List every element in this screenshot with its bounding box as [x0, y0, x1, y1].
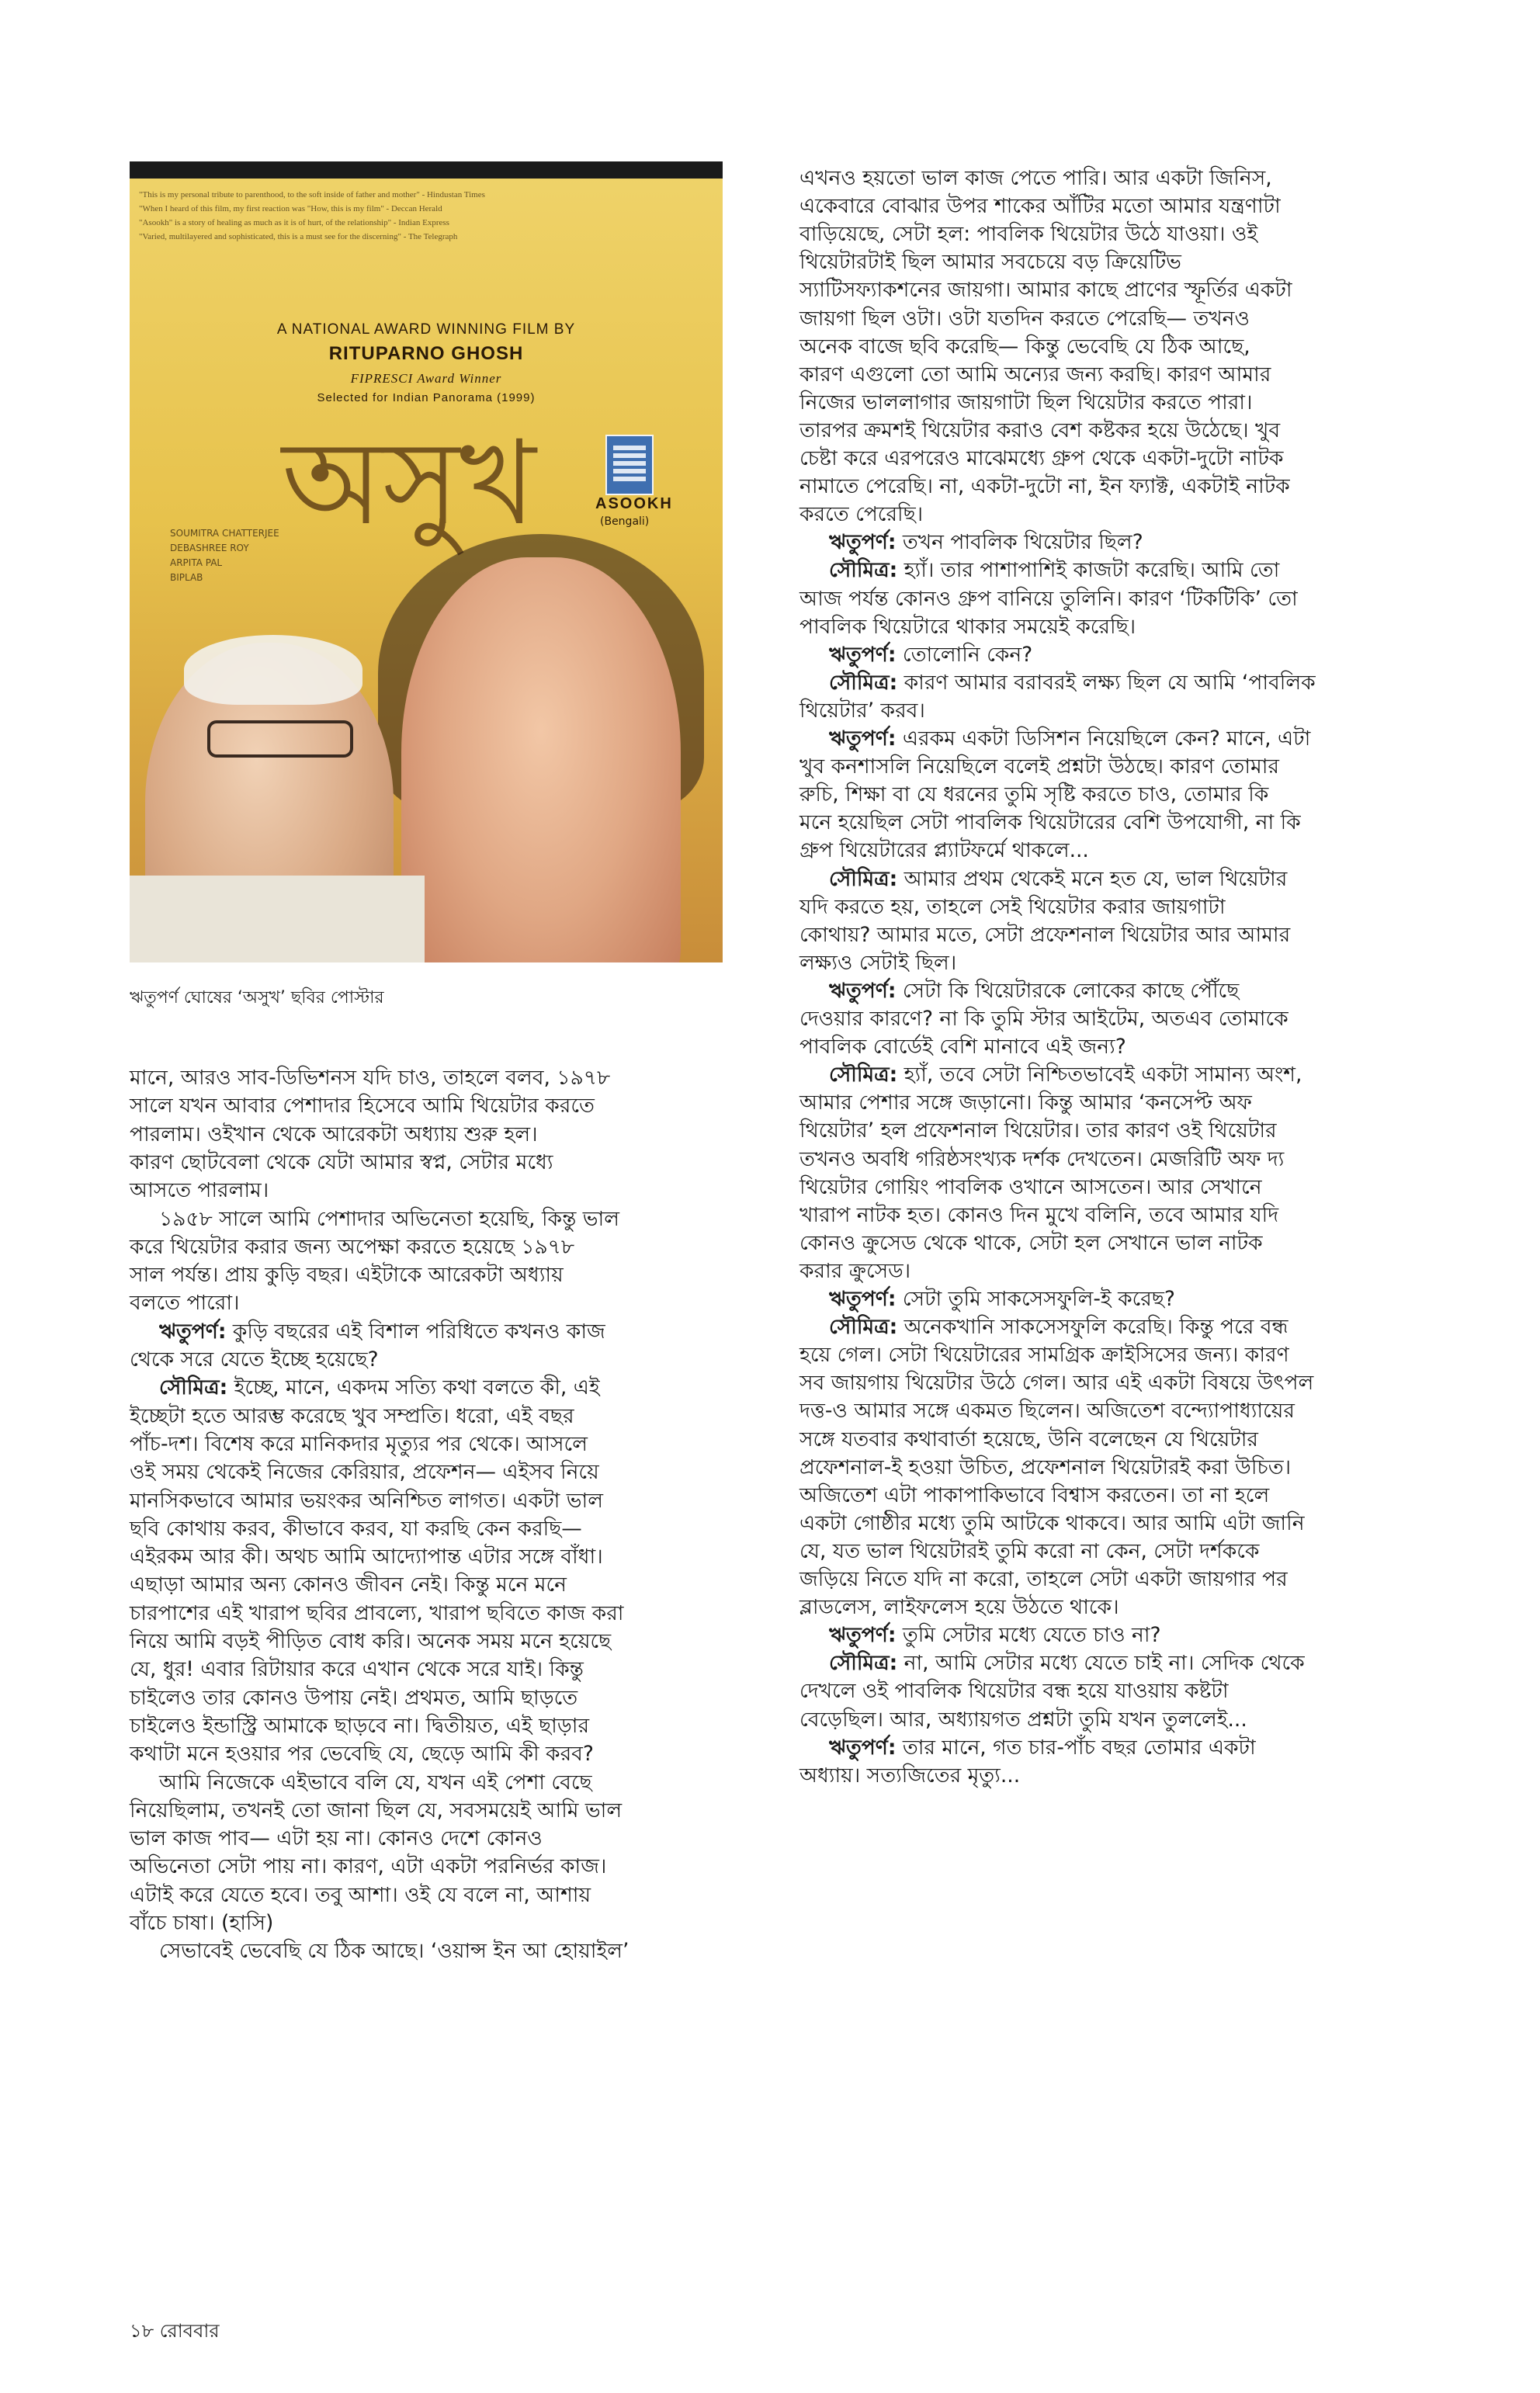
speaker-label: ঋতুপর্ণ:	[829, 642, 897, 667]
text-line	[799, 1061, 1302, 1089]
text-line	[799, 1510, 1305, 1538]
line-text: খুব কনশাসলি নিয়েছিলে বলেই প্রশ্নটা উঠছে। কারণ তোমার	[799, 754, 1279, 779]
text-line	[130, 1909, 273, 1937]
speaker-label: ঋতুপর্ণ:	[829, 1287, 897, 1311]
line-text: কারণ এগুলো তো আমি অন্যের জন্য করছি। কারণ আমার	[799, 362, 1271, 387]
line-text: এছাড়া আমার অন্য কোনও জীবন নেই। কিন্তু মনে মনে	[130, 1573, 567, 1597]
line-text: রুচি, শিক্ষা বা যে ধরনের তুমি সৃষ্টি করতে চাও, তোমার কি	[799, 782, 1269, 807]
text-line	[799, 1538, 1259, 1566]
text-line	[799, 1621, 1161, 1649]
text-line	[130, 1825, 543, 1853]
poster-title-english: ASOOKH	[595, 495, 673, 512]
line-text: অজিতেশ এটা পাকাপাকিভাবে বিশ্বাস করতেন। তা না হলে	[799, 1483, 1270, 1507]
poster-award-line: A NATIONAL AWARD WINNING FILM BY	[276, 321, 576, 338]
text-line	[799, 1594, 1119, 1621]
text-line	[130, 1092, 595, 1120]
text-line	[799, 248, 1181, 276]
text-line	[130, 1684, 578, 1712]
text-line	[130, 1431, 588, 1458]
line-text: আজ পর্যন্ত কোনও গ্রুপ বানিয়ে তুলিনি। কারণ ‘টিকটিকি’ তো	[799, 586, 1298, 611]
text-line	[130, 1628, 611, 1656]
poster-quote: "Varied, multilayered and sophisticated, this is a must see for the discerning" - The Telegraph	[139, 232, 458, 241]
text-line	[130, 1346, 379, 1374]
text-line	[799, 1397, 1295, 1425]
line-text: আমি নিজেকে এইভাবে বলি যে, যখন এই পেশা বেছে	[159, 1770, 592, 1795]
text-line	[130, 1543, 603, 1571]
text-line	[130, 1289, 240, 1317]
poster-quote: "Asookh" is a story of healing as much as it is of hurt, of the relationship" - Indian Express	[139, 218, 449, 227]
line-text: ভাল কাজ পাব— এটা হয় না। কোনও দেশে কোনও	[130, 1826, 543, 1851]
speaker-label: সৌমিত্র:	[829, 1063, 898, 1087]
poster-logo-icon	[605, 435, 654, 495]
line-text: ছবি কোথায় করব, কীভাবে করব, যা করছি কেন করছি—	[130, 1516, 582, 1541]
line-text: সেভাবেই ভেবেছি যে ঠিক আছে। ‘ওয়ান্স ইন আ হোয়াইল’	[159, 1939, 630, 1964]
line-text: নামাতে পেরেছি। না, একটা-দুটো না, ইন ফ্যাক্ট, একটাই নাটক	[799, 474, 1290, 499]
line-text: পারলাম। ওইখান থেকে আরেকটা অধ্যায় শুরু হল।	[130, 1122, 538, 1146]
text-line	[130, 1487, 603, 1515]
line-text: যে, ধুর! এবার রিটায়ার করে এখান থেকে সরে যাই। কিন্তু	[130, 1657, 584, 1682]
line-text: চাইলেও ইন্ডাস্ট্রি আমাকে ছাড়বে না। দ্বিতীয়ত, এই ছাড়ার	[130, 1713, 590, 1738]
speaker-label: ঋতুপর্ণ:	[829, 1623, 897, 1648]
line-text: বাড়িয়েছে, সেটা হল: পাবলিক থিয়েটার উঠে যাওয়া। ওই	[799, 222, 1258, 247]
line-text: করার ক্রুসেড।	[799, 1258, 911, 1283]
text-line	[799, 781, 1268, 809]
line-text: একটা গোষ্ঠীর মধ্যে তুমি আটকে থাকবে। আর আমি এটা জানি	[799, 1510, 1305, 1535]
text-line	[799, 333, 1250, 361]
line-text: সঙ্গে যতবার কথাবার্তা হয়েছে, উনি বলেছেন যে থিয়েটার	[799, 1427, 1258, 1451]
line-text: এরকম একটা ডিসিশন নিয়েছিলে কেন? মানে, এটা	[896, 727, 1311, 751]
text-line	[799, 1033, 1126, 1061]
line-text: নিয়েছিলাম, তখনই তো জানা ছিল যে, সবসময়েই আমি ভাল	[130, 1798, 623, 1822]
line-text: যে, যত ভাল থিয়েটারই তুমি করো না কেন, সেটা দর্শককে	[799, 1538, 1260, 1563]
line-text: পাবলিক বোর্ডেই বেশি মানাবে এই জন্য?	[799, 1035, 1126, 1060]
poster-credit: DEBASHREE ROY	[170, 543, 249, 553]
line-text: ইচ্ছেটা হতে আরম্ভ করেছে খুব সম্প্রতি। ধরো, এই বছর	[130, 1403, 574, 1428]
speaker-label: ঋতুপর্ণ:	[829, 727, 897, 751]
line-text: তখন পাবলিক থিয়েটার ছিল?	[896, 530, 1143, 555]
poster-caption: ঋতুপর্ণ ঘোষের ‘অসুখ’ ছবির পোস্টার	[130, 988, 384, 1007]
text-line	[799, 1677, 1229, 1705]
line-text: সেটা তুমি সাকসেসফুলি-ই করেছ?	[896, 1287, 1175, 1311]
line-text: একেবারে বোঝার উপর শাকের আঁটির মতো আমার যন্ত্রণাটা	[799, 194, 1281, 219]
line-text: থিয়েটার গোয়িং পাবলিক ওখানে আসতেন। আর সেখানে	[799, 1174, 1262, 1199]
speaker-label: ঋতুপর্ণ:	[829, 978, 897, 1003]
text-line	[799, 865, 1287, 893]
line-text: চারপাশের এই খারাপ ছবির প্রাবল্যে, খারাপ ছবিতে কাজ করা	[130, 1601, 624, 1625]
text-line	[799, 1313, 1288, 1341]
line-text: এখনও হয়তো ভাল কাজ পেতে পারি। আর একটা জিনিস,	[799, 166, 1272, 190]
poster-man-glasses	[207, 720, 353, 758]
text-line	[799, 165, 1272, 192]
line-text: পাবলিক থিয়েটারে থাকার সময়েই করেছি।	[799, 614, 1136, 639]
text-line	[130, 1600, 623, 1628]
text-line	[799, 361, 1271, 389]
text-line	[799, 1202, 1278, 1229]
line-text: অনেকখানি সাকসেসফুলি করেছি। কিন্তু পরে বন্ধ	[897, 1315, 1289, 1340]
poster-woman-figure	[401, 557, 681, 962]
text-line	[799, 276, 1292, 304]
line-text: কুড়ি বছরের এই বিশাল পরিধিতে কখনও কাজ	[226, 1319, 605, 1344]
text-line	[130, 1656, 584, 1684]
line-text: স্যাটিসফ্যাকশনের জায়গা। আমার কাছে প্রাণের স্ফূর্তির একটা	[799, 278, 1292, 303]
text-line	[130, 1374, 600, 1402]
line-text: থেকে সরে যেতে ইচ্ছে হয়েছে?	[130, 1347, 379, 1372]
film-poster	[130, 161, 723, 962]
text-line	[130, 1853, 606, 1881]
line-text: জায়গা ছিল ওটা। ওটা যতদিন করতে পেরেছি— তখনও	[799, 306, 1250, 331]
line-text: বলতে পারো।	[130, 1291, 240, 1316]
text-line	[799, 1285, 1175, 1313]
poster-title-bengali: অসুখ	[282, 416, 536, 551]
line-text: তখনও অবধি গরিষ্ঠসংখ্যক দর্শক দেখতেন। মেজরিটি অফ দ্য	[799, 1146, 1285, 1171]
text-line	[799, 1426, 1258, 1454]
line-text: আমার পেশার সঙ্গে জড়ানো। কিন্তু আমার ‘কনসেপ্ট অফ	[799, 1091, 1252, 1115]
line-text: এইরকম আর কী। অথচ আমি আদ্যোপান্ত এটার সঙ্গে বাঁধা।	[130, 1545, 603, 1569]
text-line	[799, 1229, 1263, 1257]
line-text: কোথায়? আমার মতে, সেটা প্রফেশনাল থিয়েটার আর আমার	[799, 922, 1291, 947]
poster-credits	[170, 526, 279, 585]
line-text: সেটা কি থিয়েটারকে লোকের কাছে পৌঁছে	[896, 978, 1240, 1003]
text-line	[799, 305, 1250, 333]
line-text: হ্যাঁ, তবে সেটা নিশ্চিতভাবেই একটা সামান্য অংশ,	[897, 1063, 1302, 1087]
text-line	[130, 1458, 599, 1486]
line-text: তোলোনি কেন?	[896, 642, 1033, 667]
speaker-label: ঋতুপর্ণ:	[159, 1319, 227, 1344]
line-text: কারণ আমার বরাবরই লক্ষ্য ছিল যে আমি ‘পাবলিক	[897, 670, 1316, 695]
line-text: কোনও ক্রুসেড থেকে থাকে, সেটা হল সেখানে ভাল নাটক	[799, 1230, 1263, 1255]
text-line	[130, 1318, 605, 1346]
text-line	[799, 473, 1290, 501]
text-line	[130, 1177, 269, 1205]
line-text: দেওয়ার কারণে? না কি তুমি স্টার আইটেম, অতএব তোমাকে	[799, 1007, 1289, 1031]
line-text: আসতে পারলাম।	[130, 1178, 269, 1203]
speaker-label: সৌমিত্র:	[829, 558, 898, 583]
line-text: থিয়েটার’ করব।	[799, 698, 925, 723]
text-line	[130, 1571, 567, 1599]
poster-credit: SOUMITRA CHATTERJEE	[170, 528, 279, 539]
text-line	[130, 1515, 582, 1543]
text-line	[799, 1174, 1262, 1202]
poster-credit: ARPITA PAL	[170, 557, 223, 568]
text-line	[799, 1089, 1252, 1117]
text-line	[799, 557, 1279, 584]
line-text: সব জায়গায় থিয়েটার উঠে গেল। আর এই একটা বিষয়ে উৎপল	[799, 1371, 1314, 1396]
line-text: মানসিকভাবে আমার ভয়ংকর অনিশ্চিত লাগত। একটা ভাল	[130, 1488, 603, 1513]
text-line	[799, 1341, 1289, 1369]
text-line	[799, 1257, 910, 1285]
text-line	[799, 1146, 1284, 1174]
line-text: পাঁচ-দশ। বিশেষ করে মানিকদার মৃত্যুর পর থেকে। আসলে	[130, 1431, 588, 1456]
line-text: অভিনেতা সেটা পায় না। কারণ, এটা একটা পরনির্ভর কাজ।	[130, 1854, 607, 1879]
text-line	[799, 1369, 1313, 1397]
poster-credit: BIPLAB	[170, 572, 203, 583]
text-line	[130, 1233, 574, 1261]
line-text: অনেক বাজে ছবি করেছি— কিন্তু ভেবেছি যে ঠিক আছে,	[799, 334, 1250, 359]
text-line	[799, 389, 1252, 417]
page-footer: ১৮ রোববার	[130, 2320, 220, 2342]
line-text: হয়ে গেল। সেটা থিয়েটারের সামগ্রিক ক্রাইসিসের জন্য। কারণ	[799, 1343, 1289, 1368]
poster-director: RITUPARNO GHOSH	[328, 343, 524, 364]
text-line	[130, 1797, 622, 1825]
text-line	[130, 1261, 564, 1289]
line-text: সালে যখন আবার পেশাদার হিসেবে আমি থিয়েটার করতে	[130, 1094, 595, 1118]
text-line	[799, 1005, 1289, 1033]
speaker-label: সৌমিত্র:	[829, 866, 898, 891]
text-line	[799, 753, 1279, 781]
text-line	[799, 1649, 1305, 1677]
line-text: তারপর ক্রমশই থিয়েটার করাও বেশ কষ্টকর হয়ে উঠেছে। খুব	[799, 418, 1281, 442]
poster-award-fipresci: FIPRESCI Award Winner	[350, 371, 502, 386]
line-text: বেড়েছিল। আর, অধ্যায়গত প্রশ্নটা তুমি যখন তুললেই...	[799, 1707, 1247, 1732]
text-line	[799, 529, 1143, 557]
poster-quotes	[139, 188, 713, 244]
text-line	[799, 585, 1298, 613]
line-text: ব্লাডলেস, লাইফলেস হয়ে উঠতে থাকে।	[799, 1595, 1119, 1620]
speaker-label: সৌমিত্র:	[829, 1315, 898, 1340]
line-text: জড়িয়ে নিতে যদি না করো, তাহলে সেটা একটা জায়গার পর	[799, 1567, 1288, 1591]
text-line	[799, 1734, 1256, 1762]
text-line	[130, 1712, 589, 1740]
line-text: তুমি সেটার মধ্যে যেতে চাও না?	[896, 1623, 1161, 1648]
text-line	[130, 1937, 629, 1965]
line-text: দত্ত-ও আমার সঙ্গে একমত ছিলেন। অজিতেশ বন্দ্যোপাধ্যায়ের	[799, 1399, 1295, 1424]
poster-quote: "This is my personal tribute to parenthood, to the soft inside of father and mother" - Hindustan Times	[139, 190, 485, 199]
line-text: প্রফেশনাল-ই হওয়া উচিত, প্রফেশনাল থিয়েটারই করা উচিত।	[799, 1455, 1292, 1479]
line-text: চেষ্টা করে এরপরেও মাঝেমধ্যে গ্রুপ থেকে একটা-দুটো নাটক	[799, 446, 1284, 470]
line-text: বাঁচে চাষা। (হাসি)	[130, 1911, 274, 1935]
line-text: ১৯৫৮ সালে আমি পেশাদার অভিনেতা হয়েছি, কিন্তু ভাল	[159, 1206, 619, 1231]
text-line	[799, 1117, 1277, 1145]
text-line	[130, 1403, 574, 1431]
line-text: করতে পেরেছি।	[799, 502, 924, 527]
line-text: কথাটা মনে হওয়ার পর ভেবেছি যে, ছেড়ে আমি কী করব?	[130, 1742, 594, 1767]
text-line	[799, 1482, 1269, 1510]
line-text: কারণ ছোটবেলা থেকে যেটা আমার স্বপ্ন, সেটার মধ্যে	[130, 1150, 553, 1174]
text-line	[130, 1881, 591, 1909]
line-text: মানে, আরও সাব-ডিভিশনস যদি চাও, তাহলে বলব, ১৯৭৮	[130, 1066, 611, 1090]
line-text: লক্ষ্যও সেটাই ছিল।	[799, 950, 957, 975]
line-text: করে থিয়েটার করার জন্য অপেক্ষা করতে হয়েছে ১৯৭৮	[130, 1234, 575, 1259]
text-line	[799, 893, 1226, 921]
text-line	[130, 1121, 538, 1149]
text-line	[799, 445, 1283, 473]
text-line	[799, 669, 1316, 697]
text-line	[799, 725, 1310, 753]
line-text: তার মানে, গত চার-পাঁচ বছর তোমার একটা	[896, 1735, 1256, 1760]
poster-panorama: Selected for Indian Panorama (1999)	[317, 391, 536, 404]
text-line	[799, 417, 1280, 445]
text-line	[799, 809, 1301, 837]
line-text: থিয়েটারটাই ছিল আমার সবচেয়ে বড় ক্রিয়েটিভ	[799, 250, 1181, 275]
line-text: আমার প্রথম থেকেই মনে হত যে, ভাল থিয়েটার	[897, 866, 1288, 891]
line-text: এটাই করে যেতে হবে। তবু আশা। ওই যে বলে না, আশায়	[130, 1882, 591, 1907]
poster-top-band	[130, 161, 723, 179]
poster-man-hair	[184, 635, 362, 705]
line-text: সাল পর্যন্ত। প্রায় কুড়ি বছর। এইটাকে আরেকটা অধ্যায়	[130, 1263, 564, 1288]
speaker-label: ঋতুপর্ণ:	[829, 530, 897, 555]
line-text: যদি করতে হয়, তাহলে সেই থিয়েটার করার জায়গাটা	[799, 894, 1226, 919]
text-line	[799, 192, 1281, 220]
poster-quote: "When I heard of this film, my first reaction was "How, this is my film" - Deccan Herald	[139, 204, 442, 213]
poster-man-shirt	[130, 876, 425, 962]
text-line	[799, 220, 1257, 248]
line-text: ওই সময় থেকেই নিজের কেরিয়ার, প্রফেশন— এইসব নিয়ে	[130, 1460, 599, 1485]
poster-language: (Bengali)	[600, 515, 650, 528]
line-text: ইচ্ছে, মানে, একদম সত্যি কথা বলতে কী, এই	[227, 1375, 600, 1400]
text-line	[799, 837, 1089, 865]
speaker-label: সৌমিত্র:	[829, 670, 898, 695]
text-line	[799, 1454, 1291, 1482]
text-line	[130, 1064, 610, 1092]
speaker-label: সৌমিত্র:	[159, 1375, 228, 1400]
text-line	[130, 1205, 619, 1233]
text-line	[799, 921, 1290, 949]
line-text: না, আমি সেটার মধ্যে যেতে চাই না। সেদিক থেকে	[897, 1651, 1305, 1676]
line-text: গ্রুপ থিয়েটারের প্ল্যাটফর্মে থাকলে...	[799, 838, 1089, 863]
line-text: নিজের ভাললাগার জায়গাটা ছিল থিয়েটার করতে পারা।	[799, 390, 1253, 414]
text-line	[799, 949, 956, 977]
text-line	[799, 697, 925, 725]
line-text: হ্যাঁ। তার পাশাপাশিই কাজটা করেছি। আমি তো	[897, 558, 1280, 583]
line-text: মনে হয়েছিল সেটা পাবলিক থিয়েটারের বেশি উপযোগী, না কি	[799, 810, 1301, 835]
text-line	[130, 1769, 592, 1797]
text-line	[130, 1149, 553, 1177]
text-line	[799, 1566, 1288, 1594]
speaker-label: ঋতুপর্ণ:	[829, 1735, 897, 1760]
speaker-label: সৌমিত্র:	[829, 1651, 898, 1676]
text-line	[799, 977, 1239, 1005]
text-line	[799, 501, 923, 529]
text-line	[130, 1740, 594, 1768]
text-line	[799, 1762, 1020, 1790]
line-text: চাইলেও তার কোনও উপায় নেই। প্রথমত, আমি ছাড়তে	[130, 1685, 578, 1710]
text-line	[799, 641, 1032, 669]
line-text: থিয়েটার’ হল প্রফেশনাল থিয়েটার। তার কারণ ওই থিয়েটার	[799, 1118, 1277, 1143]
line-text: দেখলে ওই পাবলিক থিয়েটার বন্ধ হয়ে যাওয়ায় কষ্টটা	[799, 1679, 1229, 1704]
text-line	[799, 613, 1136, 641]
line-text: অধ্যায়। সত্যজিতের মৃত্যু...	[799, 1763, 1021, 1788]
line-text: নিয়ে আমি বড়ই পীড়িত বোধ করি। অনেক সময় মনে হয়েছে	[130, 1629, 612, 1653]
line-text: খারাপ নাটক হত। কোনও দিন মুখে বলিনি, তবে আমার যদি	[799, 1202, 1279, 1227]
text-line	[799, 1706, 1247, 1734]
